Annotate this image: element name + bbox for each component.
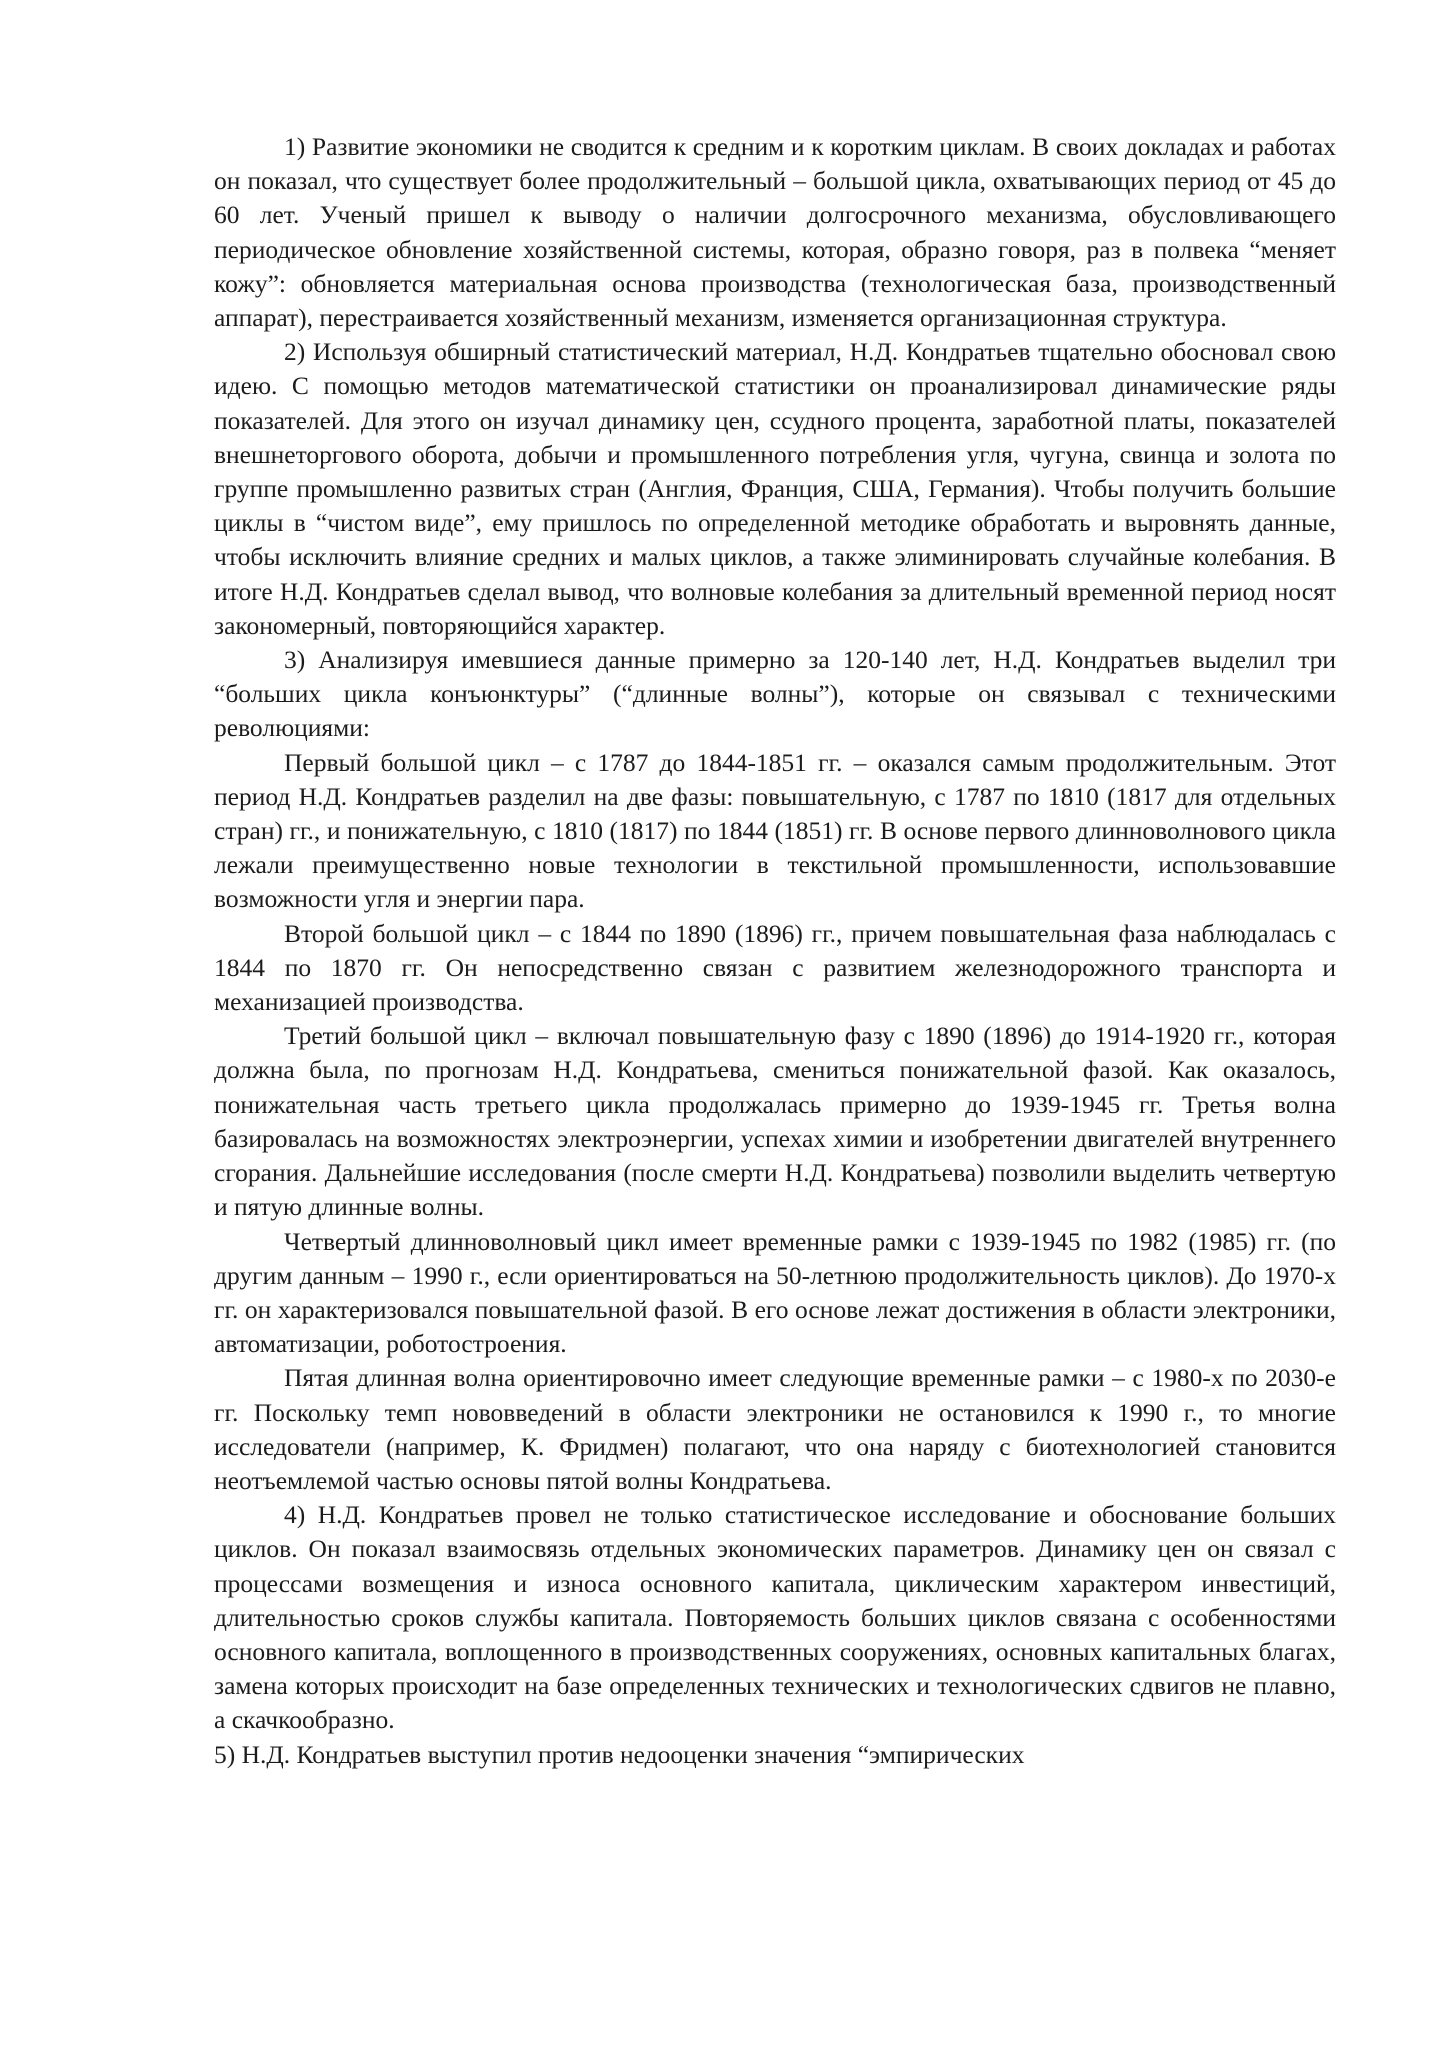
paragraph-third-cycle: Третий большой цикл – включал повышательную фазу с 1890 (1896) до 1914-1920 гг., которая должна была, по прогнозам Н.Д. Кондратьева, смениться понижательной фазой. Как оказалось, понижательная часть третьего цикла продолжалась примерно до 1939-1945 гг. Третья волна базировалась на возможностях электроэнергии, успехах химии и изобретении двигателей внутреннего сгорания. Дальнейшие исследования (после смерти Н.Д. Кондратьева) позволили выделить четвертую и пятую длинные волны. xyxy=(214,1021,1336,1222)
paragraph-1: 1) Развитие экономики не сводится к средним и к коротким циклам. В своих докладах и работах он показал, что существует более продолжительный – большой цикла, охватывающих период от 45 до 60 лет. Ученый пришел к выводу о наличии долгосрочного механизма, обусловливающего периодическое обновление хозяйственной системы, которая, образно говоря, раз в полвека “меняет кожу”: обновляется материальная основа производства (технологическая база, производственный аппарат), перестраивается хозяйственный механизм, изменяется организационная структура. xyxy=(214,132,1336,333)
paragraph-fourth-cycle: Четвертый длинноволновый цикл имеет временные рамки с 1939-1945 по 1982 (1985) гг. (по другим данным – 1990 г., если ориентироваться на 50-летнюю продолжительность циклов). До 1970-х гг. он характеризовался повышательной фазой. В его основе лежат достижения в области электроники, автоматизации, роботостроения. xyxy=(214,1226,1336,1359)
paragraph-first-cycle: Первый большой цикл – с 1787 до 1844-1851 гг. – оказался самым продолжительным. Этот период Н.Д. Кондратьев разделил на две фазы: повышательную, с 1787 по 1810 (1817 для отдельных стран) гг., и понижательную, с 1810 (1817) по 1844 (1851) гг. В основе первого длинноволнового цикла лежали преимущественно новые технологии в текстильной промышленности, использовавшие возможности угля и энергии пара. xyxy=(214,747,1336,914)
paragraph-2: 2) Используя обширный статистический материал, Н.Д. Кондратьев тщательно обосновал свою идею. С помощью методов математической статистики он проанализировал динамические ряды показателей. Для этого он изучал динамику цен, ссудного процента, заработной платы, показателей внешнеторгового оборота, добычи и промышленного потребления угля, чугуна, свинца и золота по группе промышленно развитых стран (Англия, Франция, США, Германия). Чтобы получить большие циклы в “чистом виде”, ему пришлось по определенной методике обработать и выровнять данные, чтобы исключить влияние средних и малых циклов, а также элиминировать случайные колебания. В итоге Н.Д. Кондратьев сделал вывод, что волновые колебания за длительный временной период носят закономерный, повторяющийся характер. xyxy=(214,337,1336,640)
paragraph-fifth-wave: Пятая длинная волна ориентировочно имеет следующие временные рамки – с 1980-х по 2030-е гг. Поскольку темп нововведений в области электроники не остановился к 1990 г., то многие исследователи (например, К. Фридмен) полагают, что она наряду с биотехнологией становится неотъемлемой частью основы пятой волны Кондратьева. xyxy=(214,1363,1336,1495)
paragraph-5: 5) Н.Д. Кондратьев выступил против недооценки значения “эмпирических xyxy=(214,1739,1025,1769)
paragraph-3: 3) Анализируя имевшиеся данные примерно за 120-140 лет, Н.Д. Кондратьев выделил три “больших цикла конъюнктуры” (“длинные волны”), которые он связывал с техническими революциями: xyxy=(214,645,1336,743)
document-page xyxy=(214,130,1336,1772)
paragraph-second-cycle: Второй большой цикл – с 1844 по 1890 (1896) гг., причем повышательная фаза наблюдалась с 1844 по 1870 гг. Он непосредственно связан с развитием железнодорожного транспорта и механизацией производства. xyxy=(214,918,1336,1017)
paragraph-4: 4) Н.Д. Кондратьев провел не только статистическое исследование и обоснование больших циклов. Он показал взаимосвязь отдельных экономических параметров. Динамику цен он связал с процессами возмещения и износа основного капитала, циклическим характером инвестиций, длительностью сроков службы капитала. Повторяемость больших циклов связана с особенностями основного капитала, воплощенного в производственных сооружениях, основных капитальных благах, замена которых происходит на базе определенных технических и технологических сдвигов не плавно, а скачкообразно. xyxy=(214,1500,1336,1735)
